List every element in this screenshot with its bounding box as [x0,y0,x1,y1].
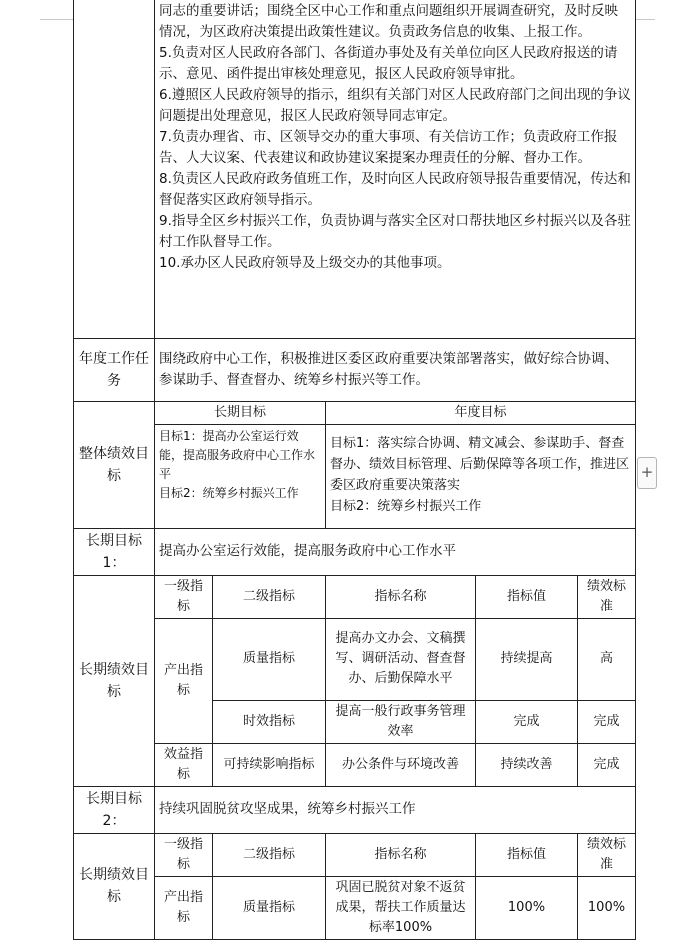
perf2-quality-name: 巩固已脱贫对象不返贫成果，帮扶工作质量达标率100% [326,876,476,939]
goal2-text: 持续巩固脱贫攻坚成果，统筹乡村振兴工作 [155,786,636,833]
duty-item: 8.负责区人民政府政务值班工作，及时向区人民政府领导报告重要情况，传达和督促落实区政府领导指示。 [159,171,631,208]
duties-label-cell [74,0,155,338]
perf1-timeliness-value: 完成 [476,700,578,743]
perf1-quality-value: 持续提高 [476,618,578,700]
perf1-sustain-name: 办公条件与环境改善 [326,743,476,786]
long-goal-2: 目标2：统筹乡村振兴工作 [159,485,299,500]
perf2-output: 产出指标 [155,876,213,939]
duty-item: 5.负责对区人民政府各部门、各街道办事处及有关单位向区人民政府报送的请示、意见、函件提出审核处理意见，报区人民政府领导审批。 [159,45,618,82]
duties-cell [155,0,636,338]
perf1-sustain-value: 持续改善 [476,743,578,786]
performance-table [73,0,636,940]
header-level1: 一级指标 [155,833,213,876]
header-name: 指标名称 [326,833,476,876]
duty-item: 同志的重要讲话；围绕全区中心工作和重点问题组织开展调查研究，及时反映情况，为区政府决策提出政策性建议。负责政务信息的收集、上报工作。 [159,3,618,40]
header-standard: 绩效标准 [578,575,636,618]
perf1-label: 长期绩效目标 [74,575,155,786]
annual-task-label: 年度工作任务 [74,338,155,401]
perf1-quality-standard: 高 [578,618,636,700]
perf1-quality-name: 提高办文办会、文稿撰写、调研活动、督查督办、后勤保障水平 [326,618,476,700]
perf2-quality-standard: 100% [578,876,636,939]
expand-table-button[interactable]: + [637,457,657,489]
perf2-label: 长期绩效目标 [74,833,155,939]
perf1-timeliness-name: 提高一般行政事务管理效率 [326,700,476,743]
annual-task-text: 围绕政府中心工作，积极推进区委区政府重要决策部署落实，做好综合协调、参谋助手、督查督办、统筹乡村振兴等工作。 [155,338,636,401]
header-level2: 二级指标 [213,833,326,876]
duty-item: 10.承办区人民政府领导及上级交办的其他事项。 [159,255,451,271]
perf1-timeliness: 时效指标 [213,700,326,743]
margin-guide-top-right [635,19,655,20]
annual-goal-header: 年度目标 [326,401,636,424]
duty-item: 9.指导全区乡村振兴工作，负责协调与落实全区对口帮扶地区乡村振兴以及各驻村工作队督导工作。 [159,213,631,250]
duty-item: 6.遵照区人民政府领导的指示，组织有关部门对区人民政府部门之间出现的争议问题提出处理意见，报区人民政府领导同志审定。 [159,87,631,124]
annual-goal-1: 目标1：落实综合协调、精文减会、参谋助手、督查督办、绩效目标管理、后勤保障等各项工作，推进区委区政府重要决策落实 [330,435,630,493]
header-level2: 二级指标 [213,575,326,618]
long-term-goal-header: 长期目标 [155,401,326,424]
perf1-benefit: 效益指标 [155,743,213,786]
header-name: 指标名称 [326,575,476,618]
perf1-sustain-standard: 完成 [578,743,636,786]
perf1-timeliness-standard: 完成 [578,700,636,743]
perf1-sustain: 可持续影响指标 [213,743,326,786]
goal2-label: 长期目标2： [74,786,155,833]
annual-goal-text [326,424,636,528]
header-value: 指标值 [476,575,578,618]
margin-guide-top-left [40,19,73,20]
annual-goal-2: 目标2：统筹乡村振兴工作 [330,498,482,514]
perf2-quality: 质量指标 [213,876,326,939]
perf1-quality: 质量指标 [213,618,326,700]
header-standard: 绩效标准 [578,833,636,876]
long-goal-1: 目标1：提高办公室运行效能，提高服务政府中心工作水平 [159,428,316,481]
long-term-goal-text [155,424,326,528]
overall-goal-label: 整体绩效目标 [74,401,155,528]
duty-item: 7.负责办理省、市、区领导交办的重大事项、有关信访工作；负责政府工作报告、人大议案、代表建议和政协建议案提案办理责任的分解、督办工作。 [159,129,618,166]
header-level1: 一级指标 [155,575,213,618]
goal1-label: 长期目标1： [74,528,155,575]
perf2-quality-value: 100% [476,876,578,939]
header-value: 指标值 [476,833,578,876]
goal1-text: 提高办公室运行效能，提高服务政府中心工作水平 [155,528,636,575]
perf1-output: 产出指标 [155,618,213,743]
